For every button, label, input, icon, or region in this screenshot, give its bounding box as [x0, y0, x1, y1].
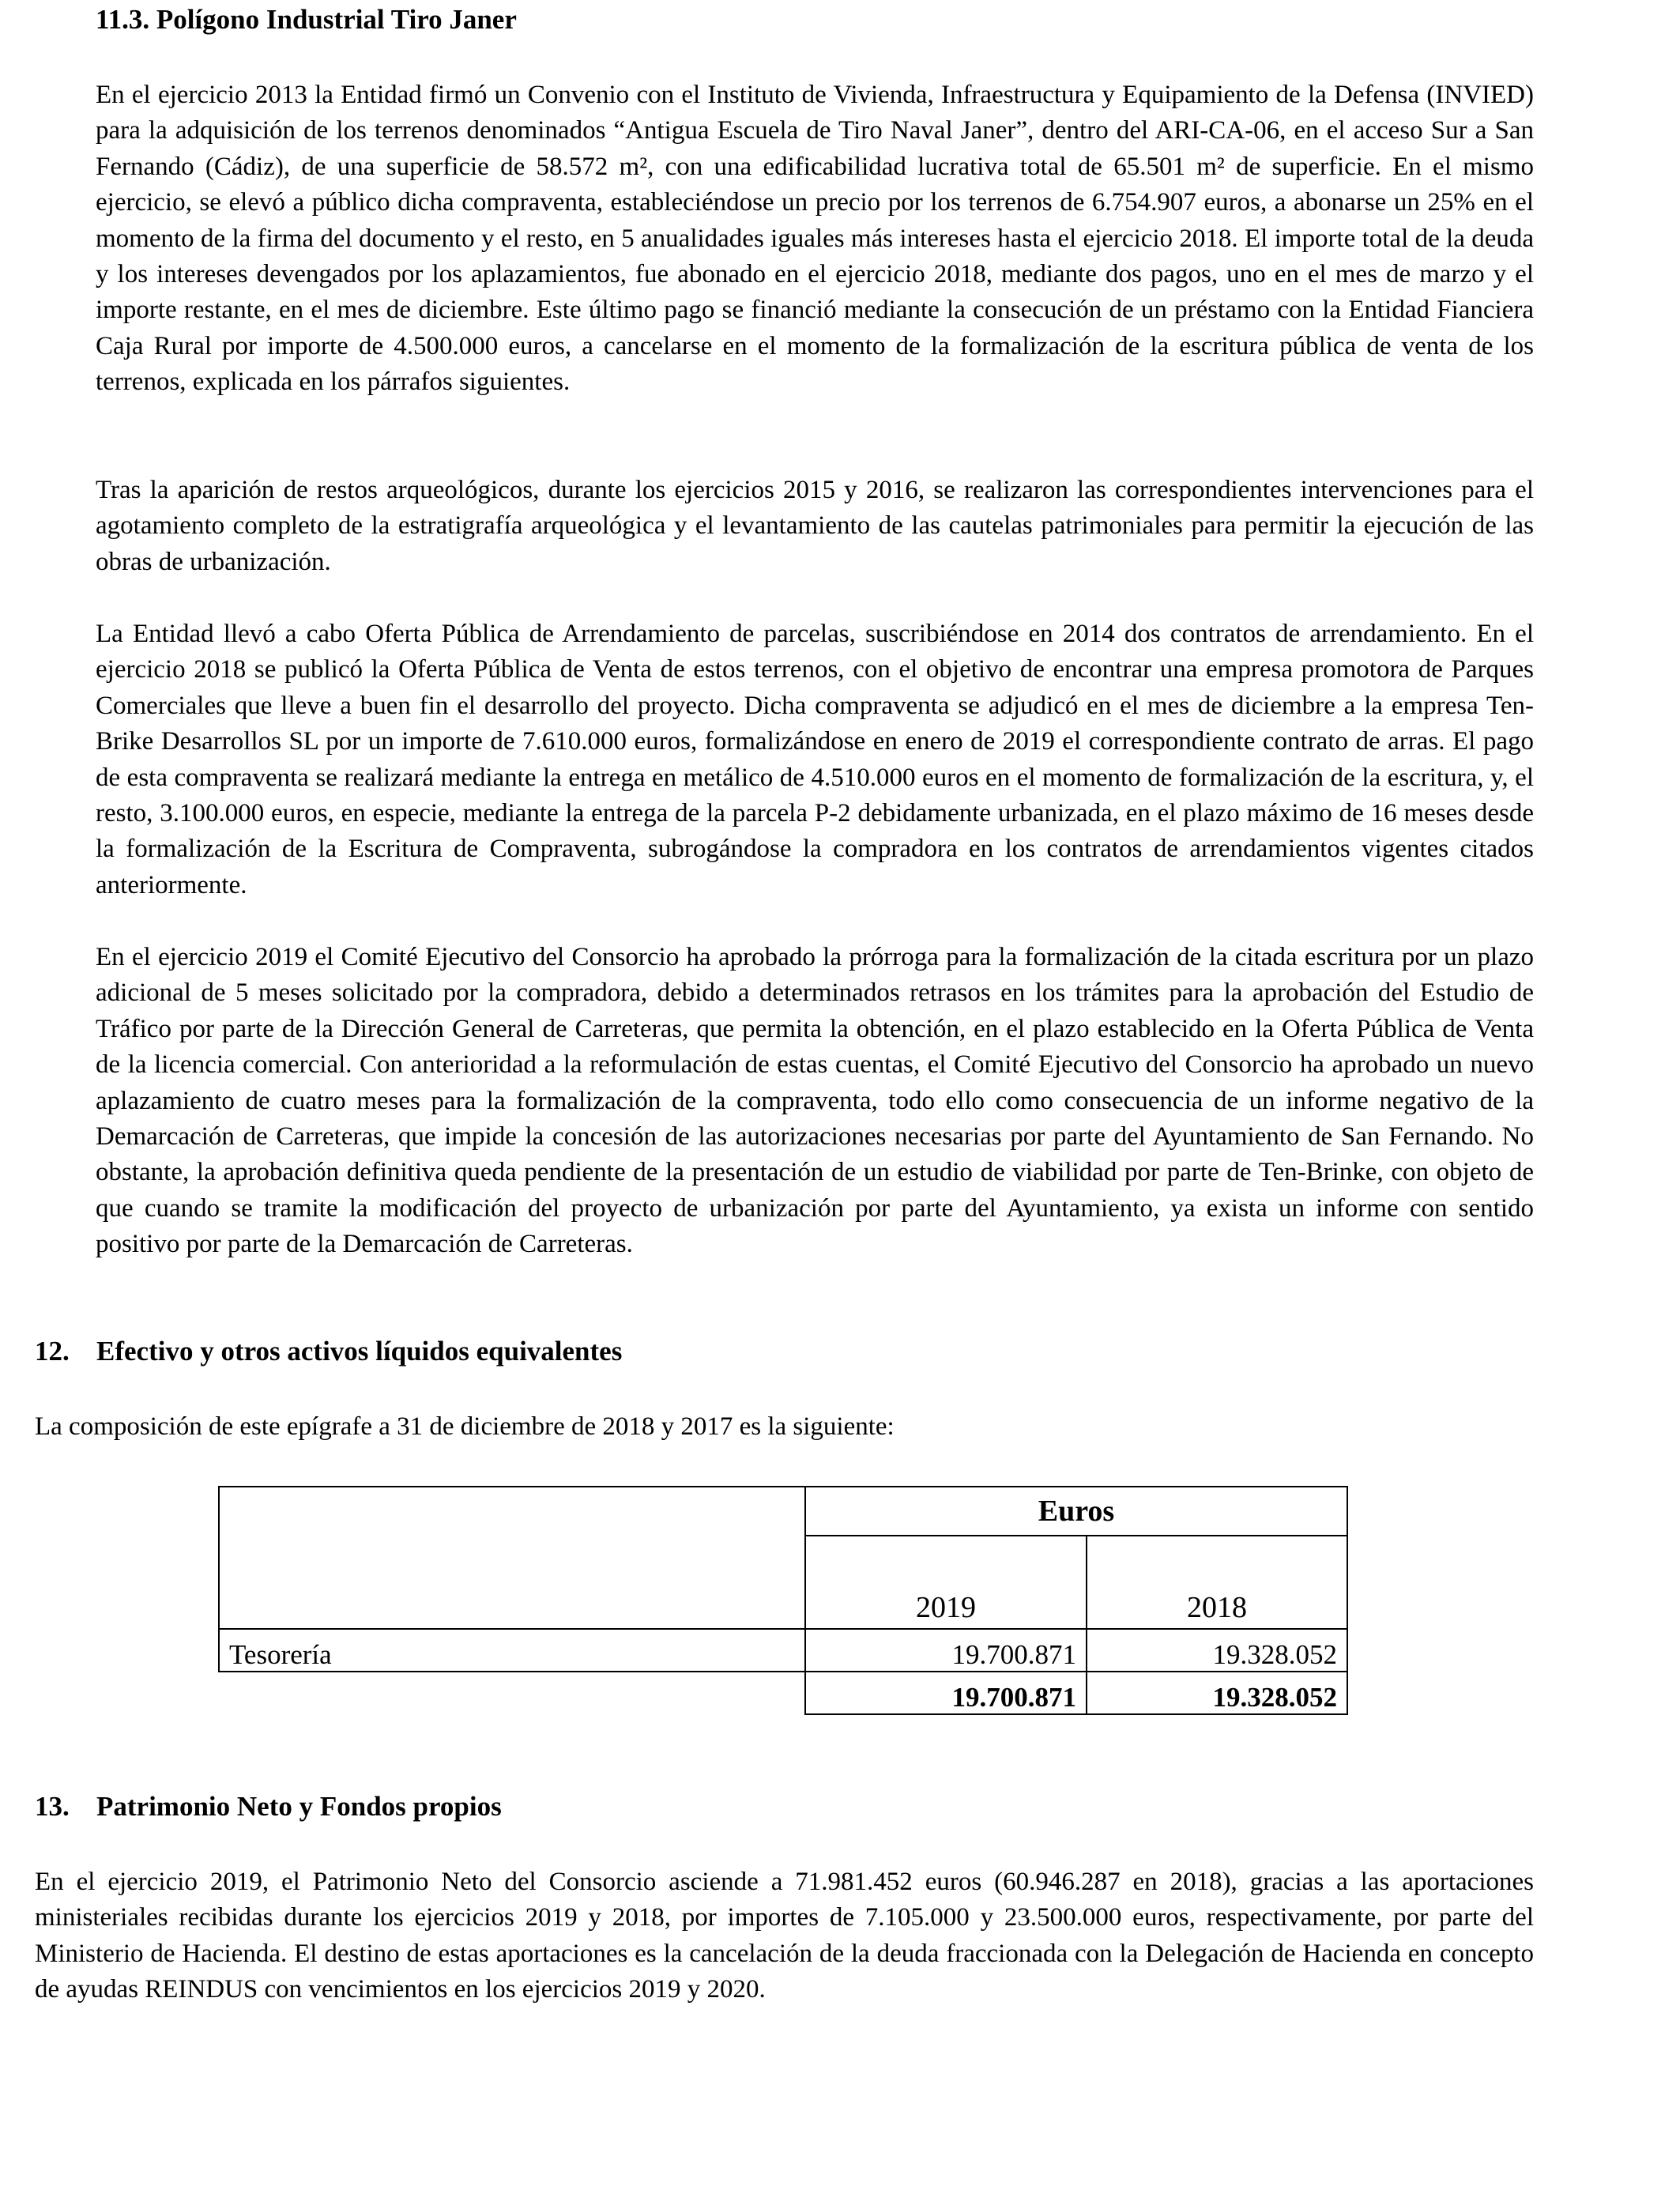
paragraph-3: La Entidad llevó a cabo Oferta Pública de Arrendamiento de parcelas, suscribiéndose en 2014 dos contratos de arrendamiento. En el ejercicio 2018 se publicó la Oferta Pública de Venta de estos terrenos, con el objetivo de encontrar una empresa promotora de Parques Comerciales que lleve a buen fin el desarrollo del proyecto. Dicha compraventa se adjudicó en el mes de diciembre a la empresa Ten-Brike Desarrollos SL por un importe de 7.610.000 euros, formalizándose en enero de 2019 el correspondiente contrato de arras. El pago de esta compraventa se realizará mediante la entrega en metálico de 4.510.000 euros en el momento de formalización de la escritura, y, el resto, 3.100.000 euros, en especie, mediante la entrega de la parcela P-2 debidamente urbanizada, en el plazo máximo de 16 meses desde la formalización de la Escritura de Compraventa, subrogándose la compradora en los contratos de arrendamientos vigentes citados anteriormente. [96, 620, 1534, 899]
section-11-3-heading: 11.3. Polígono Industrial Tiro Janer [96, 4, 517, 35]
section-13-paragraph: En el ejercicio 2019, el Patrimonio Neto del Consorcio asciende a 71.981.452 euros (60.946.287 en 2018), gracias a las aportaciones ministeriales recibidas durante los ejercicios 2019 y 2018, por importes de 7.105.000 y 23.500.000 euros, respectivamente, por parte del Ministerio de Hacienda. El destino de estas aportaciones es la cancelación de la deuda fraccionada con la Delegación de Hacienda en concepto de ayudas REINDUS con vencimientos en los ejercicios 2019 y 2020. [35, 1868, 1534, 2004]
paragraph-4: En el ejercicio 2019 el Comité Ejecutivo del Consorcio ha aprobado la prórroga para la formalización de la citada escritura por un plazo adicional de 5 meses solicitado por la compradora, debido a determinados retrasos en los trámites para la aprobación del Estudio de Tráfico por parte de la Dirección General de Carreteras, que permita la obtención, en el plazo establecido en la Oferta Pública de Venta de la licencia comercial. Con anterioridad a la reformulación de estas cuentas, el Comité Ejecutivo del Consorcio ha aprobado un nuevo aplazamiento de cuatro meses para la formalización de la compraventa, todo ello como consecuencia de un informe negativo de la Demarcación de Carreteras, que impide la concesión de las autorizaciones necesarias por parte del Ayuntamiento de San Fernando. No obstante, la aprobación definitiva queda pendiente de la presentación de un estudio de viabilidad por parte de Ten-Brinke, con objeto de que cuando se tramite la modificación del proyecto de urbanización por parte del Ayuntamiento, ya exista un informe con sentido positivo por parte de la Demarcación de Carreteras. [96, 943, 1534, 1259]
total-2019: 19.700.871 [805, 1672, 1087, 1714]
section-13-heading [35, 1790, 502, 1823]
table-row [219, 1629, 1347, 1672]
section-12-heading [35, 1335, 622, 1368]
currency-header: Euros [805, 1487, 1347, 1536]
year-2019-header: 2019 [805, 1536, 1087, 1629]
total-label-blank [219, 1672, 805, 1714]
cash-table [218, 1486, 1348, 1715]
table-header-blank [219, 1487, 805, 1629]
paragraph-2: Tras la aparición de restos arqueológicos, durante los ejercicios 2015 y 2016, se realizaron las correspondientes intervenciones para el agotamiento completo de la estratigrafía arqueológica y el levantamiento de las cautelas patrimoniales para permitir la ejecución de las obras de urbanización. [96, 476, 1534, 576]
section-13-title: Patrimonio Neto y Fondos propios [96, 1791, 502, 1822]
section-12-title: Efectivo y otros activos líquidos equivalentes [96, 1336, 623, 1367]
tesoreria-2018: 19.328.052 [1087, 1629, 1347, 1672]
total-2018: 19.328.052 [1087, 1672, 1347, 1714]
tesoreria-2019: 19.700.871 [805, 1629, 1087, 1672]
paragraph-1: En el ejercicio 2013 la Entidad firmó un Convenio con el Instituto de Vivienda, Infraestructura y Equipamiento de la Defensa (INVIED) para la adquisición de los terrenos denominados “Antigua Escuela de Tiro Naval Janer”, dentro del ARI-CA-06, en el acceso Sur a San Fernando (Cádiz), de una superficie de 58.572 m², con una edificabilidad lucrativa total de 65.501 m² de superficie. En el mismo ejercicio, se elevó a público dicha compraventa, estableciéndose un precio por los terrenos de 6.754.907 euros, a abonarse un 25% en el momento de la firma del documento y el resto, en 5 anualidades iguales más intereses hasta el ejercicio 2018. El importe total de la deuda y los intereses devengados por los aplazamientos, fue abonado en el ejercicio 2018, mediante dos pagos, uno en el mes de marzo y el importe restante, en el mes de diciembre. Este último pago se financió mediante la consecución de un préstamo con la Entidad Fianciera Caja Rural por importe de 4.500.000 euros, a cancelarse en el momento de la formalización de la escritura pública de venta de los terrenos, explicada en los párrafos siguientes. [96, 81, 1534, 397]
section-12-intro: La composición de este epígrafe a 31 de diciembre de 2018 y 2017 es la siguiente: [35, 1412, 895, 1441]
table-total-row [219, 1672, 1347, 1714]
section-12-number: 12. [35, 1336, 70, 1367]
row-label-tesoreria: Tesorería [219, 1629, 805, 1672]
year-2018-header: 2018 [1087, 1536, 1347, 1629]
section-13-number: 13. [35, 1791, 70, 1822]
